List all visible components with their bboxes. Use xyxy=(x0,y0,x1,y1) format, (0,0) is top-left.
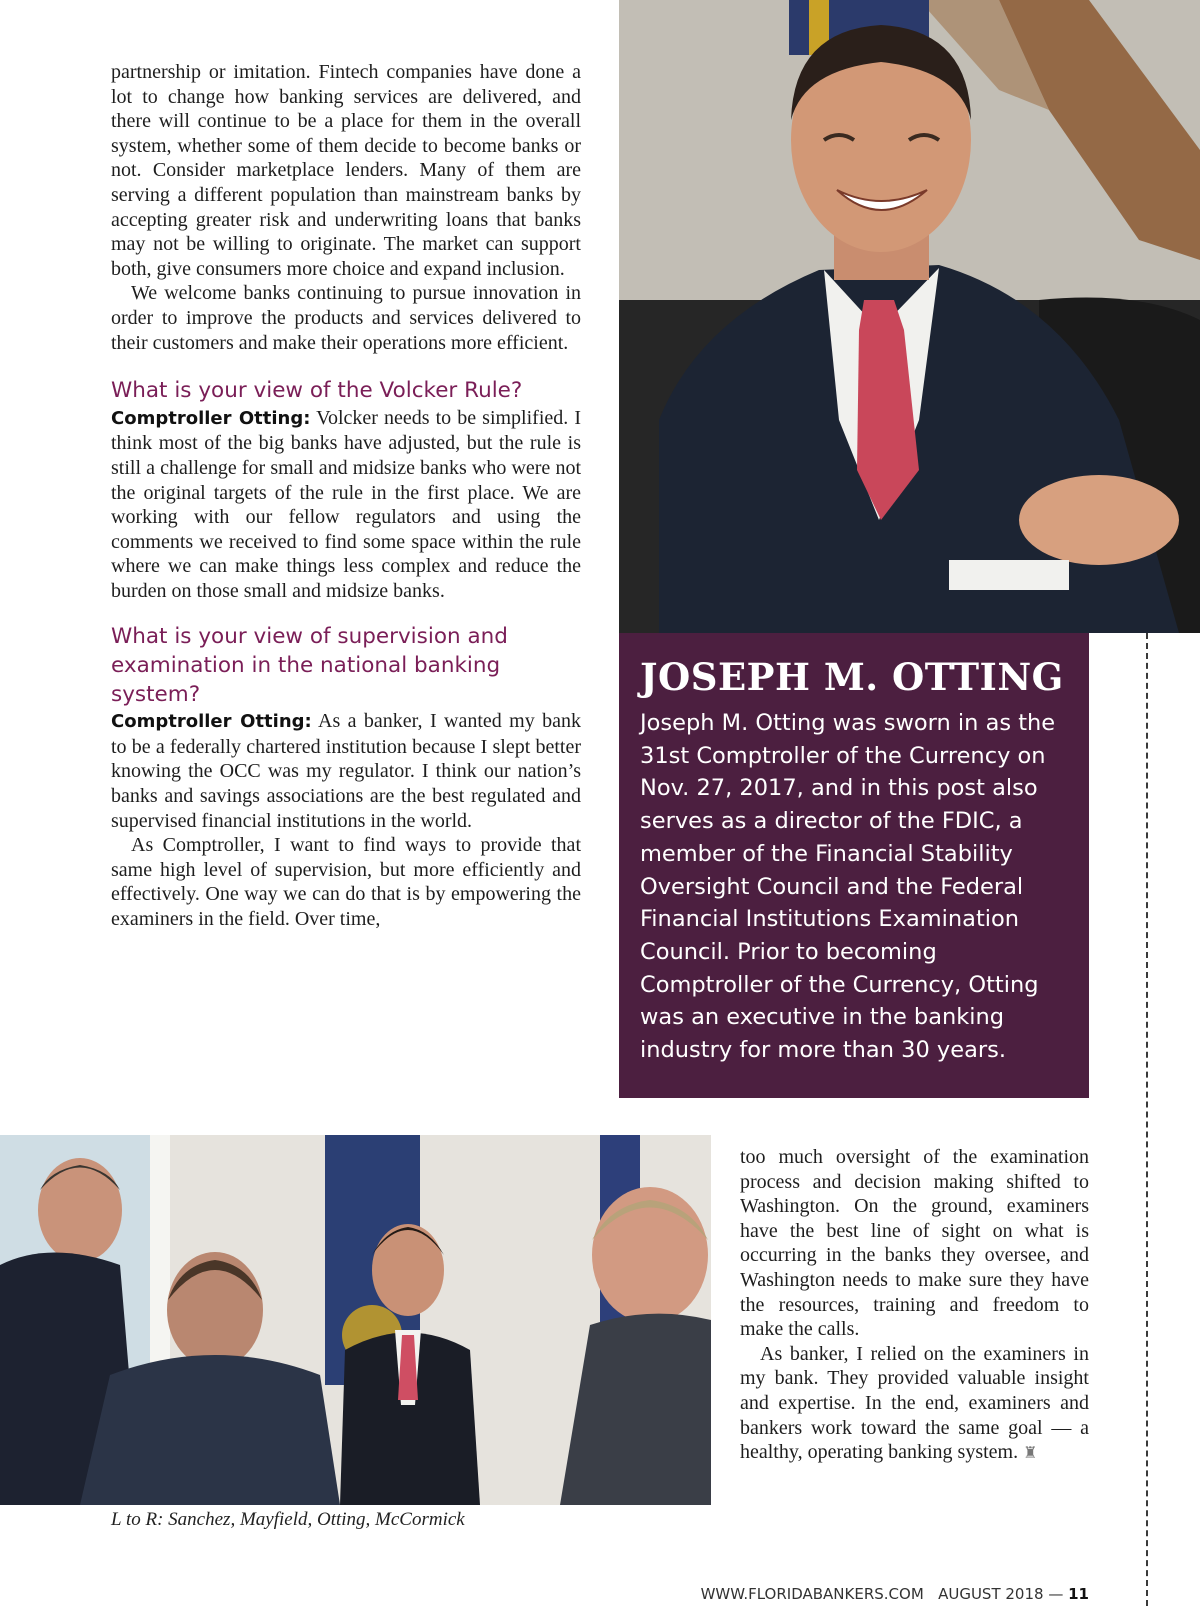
paragraph: too much oversight of the examination process and decision making shifted to Washington. On the ground, examiners have the best line of sight on what is occurring in the banks they oversee, and Washington needs to make sure they have the resources, training and freedom to make the calls. xyxy=(740,1146,1089,1341)
speaker-label: Comptroller Otting: xyxy=(111,711,312,733)
paragraph: partnership or imitation. Fintech companies have done a lot to change how banking services are delivered, and there will continue to be a place for them in the overall system, whether some of them decide to become banks or not. Consider marketplace lenders. Many of them are serving a different population than mainstream banks by accepting greater risk and underwriting loans that banks may not be willing to originate. The market can support both, give consumers more choice and expand inclusion. xyxy=(111,61,581,280)
article-right-column xyxy=(740,1145,1089,1467)
portrait-photo xyxy=(619,0,1200,633)
page-number: 11 xyxy=(1068,1585,1089,1603)
page-trim-dashed-line xyxy=(1146,633,1148,1606)
speaker-label: Comptroller Otting: xyxy=(111,407,311,429)
bio-text: Joseph M. Otting was sworn in as the 31st Comptroller of the Currency on Nov. 27, 2017, and in this post also serves as a director of the FDIC, a member of the Financial Stability Oversight Council and the Federal Financial Institutions Examination Council. Prior to becoming Comptroller of the Currency, Otting was an executive in the banking industry for more than 30 years. xyxy=(640,710,1056,1064)
paragraph: We welcome banks continuing to pursue innovation in order to improve the products and services delivered to their customers and make their operations more efficient. xyxy=(111,282,581,354)
footer-issue: AUGUST 2018 xyxy=(938,1585,1044,1603)
question-heading: What is your view of the Volcker Rule? xyxy=(111,378,523,404)
article-left-column xyxy=(111,60,581,932)
answer-paragraph xyxy=(111,406,581,604)
end-mark-icon: ♜ xyxy=(1023,1445,1038,1463)
answer-text: Volcker needs to be simplified. I think most of the big banks have adjusted, but the rule is still a challenge for small and midsize banks who were not the original targets of the rule in the first place. We are working with our fellow regulators and using the comments we received to find some space within the rule where we can make things less complex and reduce the burden on those small and midsize banks. xyxy=(111,406,581,602)
photo-caption: L to R: Sanchez, Mayfield, Otting, McCormick xyxy=(111,1509,465,1530)
paragraph: As Comptroller, I want to find ways to provide that same high level of supervision, but more efficiently and effectively. One way we can do that is by empowering the examiners in the field. Over time, xyxy=(111,834,581,930)
page-footer xyxy=(701,1585,1089,1603)
answer-paragraph xyxy=(111,709,581,833)
portrait-illustration xyxy=(619,0,1200,633)
paragraph xyxy=(740,1342,1089,1467)
question-heading: What is your view of supervision and examination in the national banking system? xyxy=(111,624,508,707)
paragraph-text: As banker, I relied on the examiners in my bank. They provided valuable insight and expertise. In the end, examiners and bankers work toward the same goal — a healthy, operating banking system. xyxy=(740,1342,1089,1464)
bio-name: JOSEPH M. OTTING xyxy=(640,655,1064,699)
group-photo-illustration xyxy=(0,1135,711,1505)
group-photo xyxy=(0,1135,711,1505)
footer-website: WWW.FLORIDABANKERS.COM xyxy=(700,1585,924,1603)
bio-sidebar xyxy=(619,633,1089,1098)
footer-dash: — xyxy=(1048,1585,1064,1603)
answer-text: As a banker, I wanted my bank to be a federally chartered institution because I slept better knowing the OCC was my regulator. I think our nation’s banks and savings associations are the best regulated and supervised financial institutions in the world. xyxy=(111,710,581,832)
